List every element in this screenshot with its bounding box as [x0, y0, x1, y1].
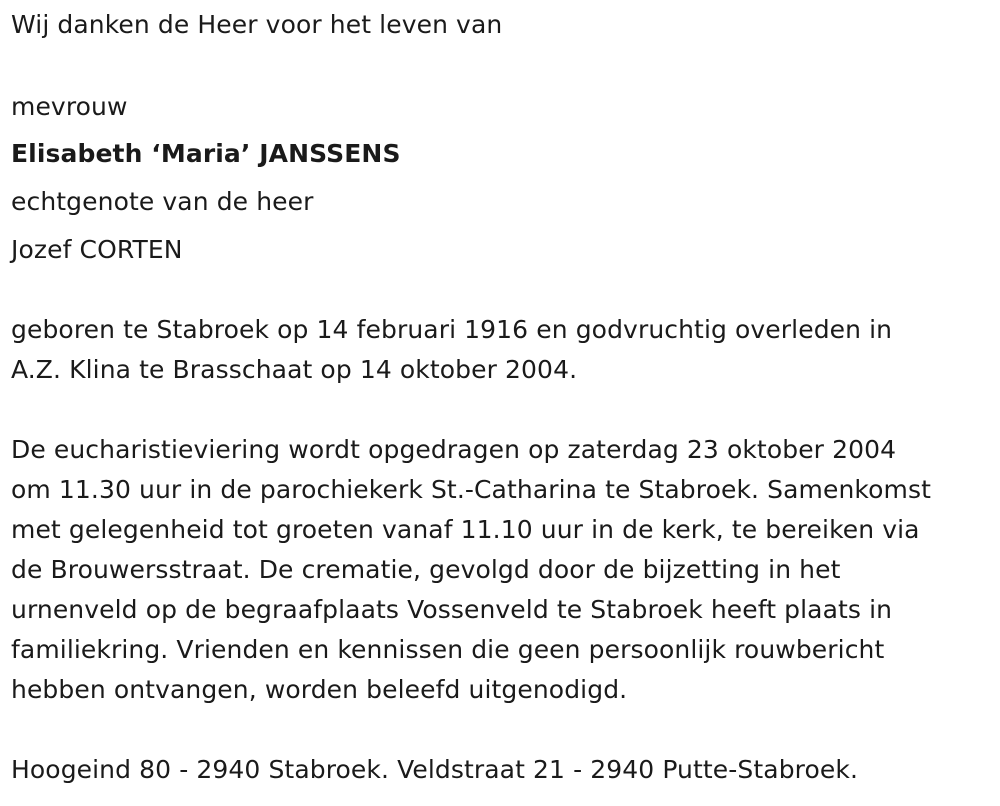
paragraph-line: hebben ontvangen, worden beleefd uitgenodigd.: [11, 675, 628, 704]
paragraph-line: A.Z. Klina te Brasschaat op 14 oktober 2004.: [11, 355, 578, 384]
paragraph-line: familiekring. Vrienden en kennissen die geen persoonlijk rouwbericht: [11, 635, 885, 664]
intro-text: Wij danken de Heer voor het leven van: [11, 10, 503, 39]
addresses-text: Hoogeind 80 - 2940 Stabroek. Veldstraat 21 - 2940 Putte-Stabroek.: [11, 755, 859, 784]
relation-text: echtgenote van de heer: [11, 187, 314, 216]
paragraph-line: met gelegenheid tot groeten vanaf 11.10 uur in de kerk, te bereiken via: [11, 515, 920, 544]
paragraph-line: om 11.30 uur in de parochiekerk St.-Catharina te Stabroek. Samenkomst: [11, 475, 931, 504]
paragraph-line: de Brouwersstraat. De crematie, gevolgd door de bijzetting in het: [11, 555, 841, 584]
paragraph-line: geboren te Stabroek op 14 februari 1916 en godvruchtig overleden in: [11, 315, 893, 344]
spouse-name: Jozef CORTEN: [11, 235, 183, 264]
paragraph-line: urnenveld op de begraafplaats Vossenveld te Stabroek heeft plaats in: [11, 595, 893, 624]
honorific: mevrouw: [11, 92, 128, 121]
deceased-name: Elisabeth ‘Maria’ JANSSENS: [11, 139, 401, 168]
paragraph-line: De eucharistieviering wordt opgedragen op zaterdag 23 oktober 2004: [11, 435, 897, 464]
